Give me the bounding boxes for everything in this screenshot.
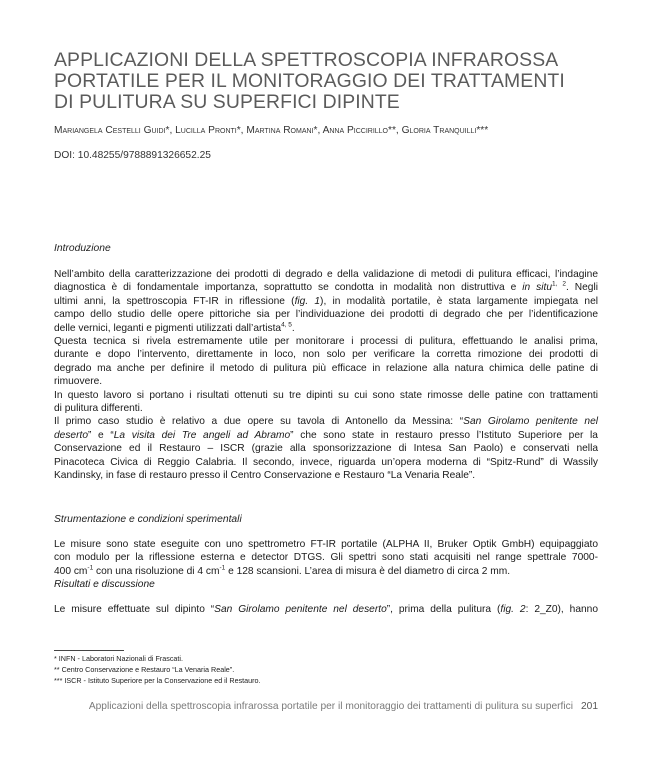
footnote: *** ISCR - Istituto Superiore per la Conservazione ed il Restauro. [54,675,261,685]
text-line: rimuovere. [54,376,103,388]
text-line: campo dello studio delle opere pittoriche sia per l’individuazione dei prodotti di degrado che per l’identificazione [54,309,598,321]
text-line: Il primo caso studio è relativo a due opere su tavola di Antonello da Messina: “San Girolamo penitente nel [54,416,598,428]
running-footer [54,701,598,712]
text-line: Nell’ambito della caratterizzazione dei prodotti di degrado e della validazione di metodi di pulitura efficaci, l’indagine [54,269,598,280]
text-line: delle vernici, leganti e pigmenti utilizzati dall’artista$^{4, 5}$. [54,321,295,334]
text-line: Pinacoteca Civica di Reggio Calabria. Il secondo, invece, riguarda un’opera moderna di “Spitz-Rund” di Wassily [54,456,598,468]
text-line: In questo lavoro si portano i risultati ottenuti su tre dipinti su cui sono state rimosse delle patine con trattamenti [54,389,598,401]
intro-body [54,268,598,483]
running-footer-title: Applicazioni della spettroscopia infrarossa portatile per il monitoraggio dei trattamenti di pulitura su superfici [88,701,573,712]
text-line: Kandinsky, in fase di restauro presso il Centro Conservazione e Restauro “La Venaria Reale”. [54,470,476,482]
methods-body [54,538,598,592]
footnote: ** Centro Conservazione e Restauro “La Venaria Reale”. [54,664,235,674]
footnote-separator [54,650,124,651]
text-line: Conservazione ed il Restauro – ISCR (grazie alla sponsorizzazione di Intesa San Paolo) e conservati nella [54,443,598,455]
doi: DOI: 10.48255/9788891326652.25 [54,150,211,161]
text-line: Le misure effettuate sul dipinto “San Girolamo penitente nel deserto”, prima della pulitura (fig. 2: 2_Z0), hanno [54,604,598,615]
text-line: deserto” e “La visita dei Tre angeli ad Abramo” che sono state in restauro presso l’Istituto Superiore per la [54,429,598,441]
title-line: APPLICAZIONI DELLA SPETTROSCOPIA INFRAROSSA [54,49,559,71]
text-line: durante e dopo l’intervento, direttamente in loco, non solo per verificare la corretta rimozione dei prodotti di [54,349,598,361]
article-title [54,50,614,113]
results-body [54,603,598,616]
section-heading-risultati: Risultati e discussione [54,579,155,591]
footnote: * INFN - Laboratori Nazionali di Frascati. [54,654,184,663]
author-list: Mariangela Cestelli Guidi*, Lucilla Pronti*, Martina Romani*, Anna Piccirillo**, Gloria Tranquilli*** [54,125,489,136]
text-line: diagnostica è di fondamentale importanza, soprattutto se condotta in modalità non distruttiva e in situ$^{1, 2}$. Negli [54,281,598,294]
text-line: 400 $cm^{-1}$ con una risoluzione di 4 $cm^{-1}$ e 128 scansioni. L’area di misura è del diametro di circa 2 mm. [54,564,511,577]
text-line: con modulo per la riflessione esterna e detector DTGS. Gli spettri sono stati acquisiti nel range spettrale 7000- [54,552,598,564]
text-line: Le misure sono state eseguite con uno spettrometro FT-IR portatile (ALPHA II, Bruker Optik GmbH) equipaggiato [54,539,598,550]
section-heading-introduzione: Introduzione [54,243,111,254]
title-line: PORTATILE PER IL MONITORAGGIO DEI TRATTAMENTI [54,70,565,92]
section-heading-strumentazione: Strumentazione e condizioni sperimentali [54,514,242,525]
text-line: Questa tecnica si rivela estremamente utile per monitorare i processi di pulitura, effettuando le analisi prima, [54,336,598,348]
footnotes [54,654,261,686]
text-line: degrado ma anche per definire il metodo di pulitura più efficace in relazione alla natura chimica delle patine di [54,362,598,374]
title-line: DI PULITURA SU SUPERFICI DIPINTE [54,91,400,113]
text-line: di pulitura differenti. [54,403,143,415]
text-line: ultimi anni, la spettroscopia FT-IR in riflessione (fig. 1), in modalità portatile, è stata largamente impiegata nel [54,295,598,307]
page-number: 201 [581,701,598,712]
